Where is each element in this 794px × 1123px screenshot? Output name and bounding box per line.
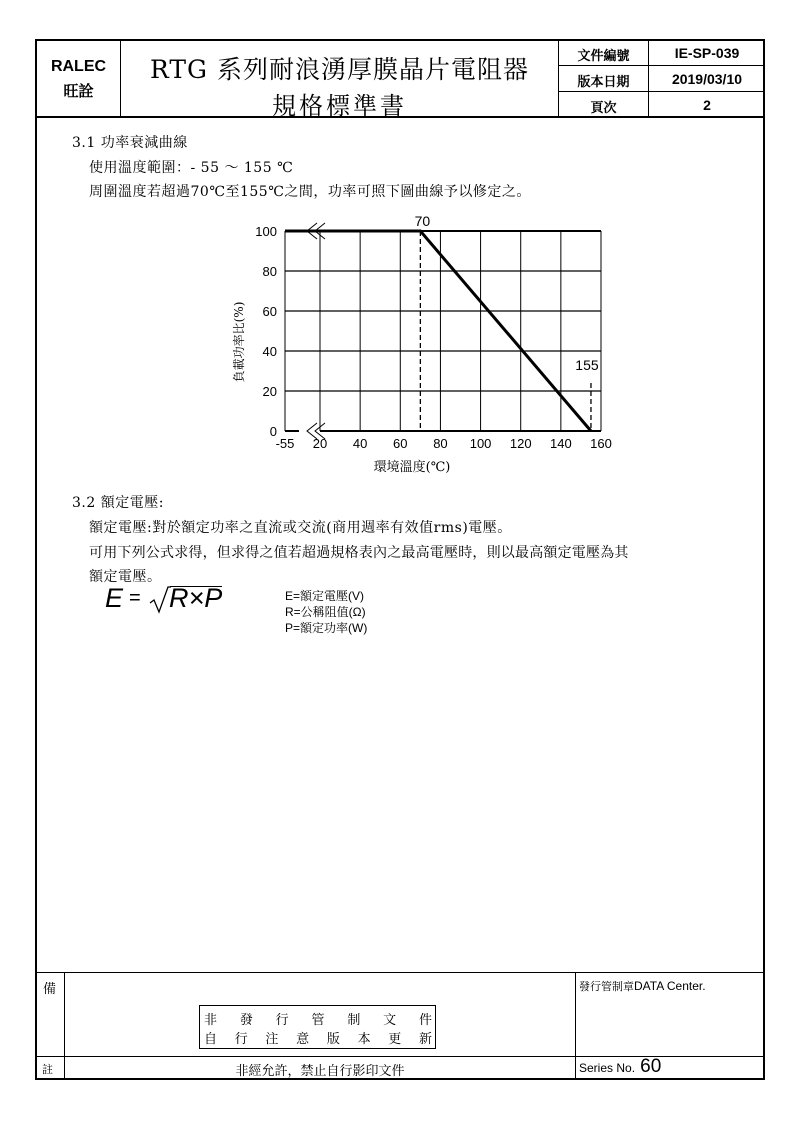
- x-tick-label: 80: [433, 436, 448, 451]
- page-label: 頁次: [590, 101, 617, 116]
- x-tick-label: 100: [469, 436, 492, 451]
- rated-voltage-definition: 額定電壓:對於額定功率之直流或交流(商用週率有效值rms)電壓。: [89, 520, 512, 536]
- copy-notice: 非經允許，禁止自行影印文件: [235, 1064, 405, 1079]
- legend-power: P=額定功率(W): [285, 621, 368, 635]
- series-label: Series No.: [579, 1061, 636, 1075]
- remark-label-bottom: 註: [42, 1063, 53, 1076]
- chart-annotation: 155: [575, 357, 599, 373]
- y-tick-label: 60: [262, 304, 277, 319]
- chart-annotation: 70: [414, 213, 431, 229]
- y-tick-label: 0: [269, 424, 277, 439]
- x-tick-label: 40: [352, 436, 368, 451]
- document-title: RTG 系列耐浪湧厚膜晶片電阻器: [150, 55, 529, 84]
- y-axis-label: 負載功率比(%): [232, 301, 246, 383]
- x-axis-label: 環境溫度(℃): [373, 460, 451, 475]
- x-tick-label: 160: [590, 436, 612, 451]
- formula-rhs: R×P: [169, 583, 223, 613]
- chart-series: [285, 213, 599, 431]
- issue-control: [579, 978, 706, 994]
- control-stamp: [199, 1005, 436, 1049]
- y-tick-label: 100: [255, 224, 277, 239]
- x-tick-label: -55: [275, 436, 295, 451]
- rated-voltage-rule-cont: 額定電壓。: [89, 569, 162, 585]
- chart-ticks: [255, 224, 612, 451]
- remark-label-top: 備: [43, 982, 57, 997]
- x-tick-label: 20: [312, 436, 328, 451]
- company-name-zh: 旺詮: [63, 82, 94, 100]
- rated-voltage-rule: 可用下列公式求得，但求得之值若超過規格表內之最高電壓時，則以最高額定電壓為其: [89, 545, 629, 561]
- x-tick-label: 140: [550, 436, 572, 451]
- legend-voltage: E=額定電壓(V): [285, 589, 365, 603]
- legend-resistance: R=公稱阻值(Ω): [285, 605, 366, 619]
- version-date-label: 版本日期: [577, 75, 630, 90]
- series-number: [579, 1056, 661, 1078]
- doc-no-value: IE-SP-039: [674, 45, 740, 61]
- issue-control-label: 發行管制章: [579, 980, 634, 993]
- section-3-1-heading: 3.1 功率衰減曲線: [72, 135, 188, 151]
- sqrt-sign-icon: [149, 585, 171, 615]
- derating-curve: [285, 231, 591, 431]
- operating-temp-range: 使用溫度範圍：- 55 ～ 155 ℃: [89, 160, 294, 176]
- issue-control-value: DATA Center.: [634, 979, 706, 993]
- stamp-line-1: 非 發 行 管 制 文 件: [204, 1013, 432, 1028]
- section-3-2-heading: 3.2 額定電壓:: [72, 495, 164, 511]
- document-subtitle: 規格標準書: [272, 92, 407, 120]
- series-value: 60: [640, 1056, 662, 1077]
- footer-divider-right: [575, 972, 576, 1080]
- y-tick-label: 20: [262, 384, 277, 399]
- y-tick-label: 40: [262, 344, 277, 359]
- formula-lhs: E: [105, 583, 124, 613]
- stamp-line-2: 自 行 注 意 版 本 更 新: [204, 1032, 432, 1047]
- x-tick-label: 120: [509, 436, 532, 451]
- footer-top-rule: [35, 972, 765, 973]
- doc-no-label: 文件編號: [577, 49, 630, 64]
- y-tick-label: 80: [262, 264, 277, 279]
- version-date-value: 2019/03/10: [671, 71, 743, 87]
- derating-note: 周圍溫度若超過70℃至155℃之間，功率可照下圖曲線予以修定之。: [89, 184, 531, 200]
- page-number: 2: [703, 97, 711, 113]
- x-tick-label: 60: [393, 436, 408, 451]
- company-name-en: RALEC: [50, 58, 107, 75]
- rated-voltage-formula: [105, 583, 235, 617]
- formula-equals: =: [129, 587, 141, 609]
